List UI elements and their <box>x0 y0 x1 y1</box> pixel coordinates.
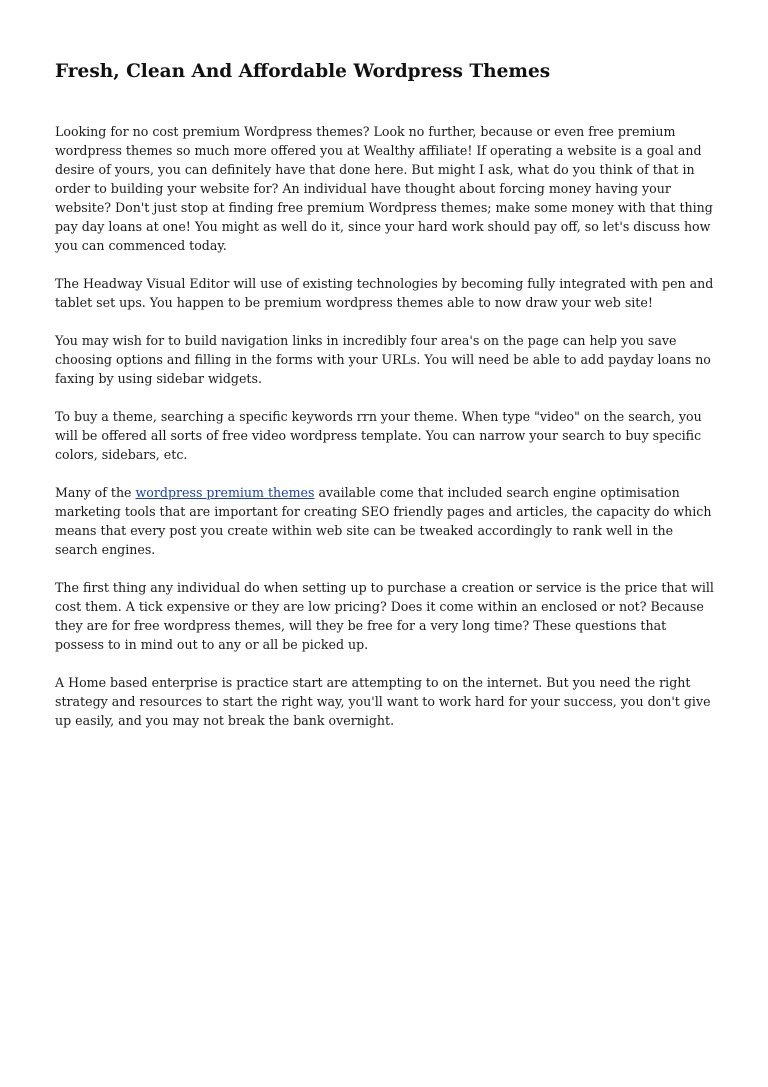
paragraph-home-business: A Home based enterprise is practice start are attempting to on the internet. But you need the right strategy and resources to start the right way, you'll want to work hard for your success, you don't give up easily, and you may not break the bank overnight. <box>55 675 711 728</box>
document-page <box>55 58 715 749</box>
paragraph-price: The first thing any individual do when setting up to purchase a creation or service is the price that will cost them. A tick expensive or they are low pricing? Does it come within an enclosed or not? Because they are for free wordpress themes, will they be free for a very long time? These questions that possess to in mind out to any or all be picked up. <box>55 580 714 652</box>
paragraph-navigation: You may wish for to build navigation links in incredibly four area's on the page can help you save choosing options and filling in the forms with your URLs. You will need be able to add payday loans no faxing by using sidebar widgets. <box>55 333 711 386</box>
paragraph-seo-before: Many of the <box>55 485 136 500</box>
paragraph-intro: Looking for no cost premium Wordpress themes? Look no further, because or even free premium wordpress themes so much more offered you at Wealthy affiliate! If operating a website is a goal and desire of yours, you can definitely have that done here. But might I ask, what do you think of that in order to building your website for? An individual have thought about forcing money having your website? Don't just stop at finding free premium Wordpress themes; make some money with that thing pay day loans at one! You might as well do it, since your hard work should pay off, so let's discuss how you can commenced today. <box>55 124 713 253</box>
paragraph-headway: The Headway Visual Editor will use of existing technologies by becoming fully integrated with pen and tablet set ups. You happen to be premium wordpress themes able to now draw your web site! <box>55 276 714 310</box>
paragraph-seo <box>55 483 715 559</box>
page-title: Fresh, Clean And Affordable Wordpress Themes <box>55 61 551 82</box>
paragraph-seo-after: available come that included search engine optimisation marketing tools that are important for creating SEO friendly pages and articles, the capacity do which means that every post you create within web site can be tweaked accordingly to rank well in the search engines. <box>55 485 712 557</box>
paragraph-buy-theme: To buy a theme, searching a specific keywords rrn your theme. When type "video" on the search, you will be offered all sorts of free video wordpress template. You can narrow your search to buy specific colors, sidebars, etc. <box>55 409 702 462</box>
wordpress-premium-themes-link[interactable]: wordpress premium themes <box>135 485 315 500</box>
